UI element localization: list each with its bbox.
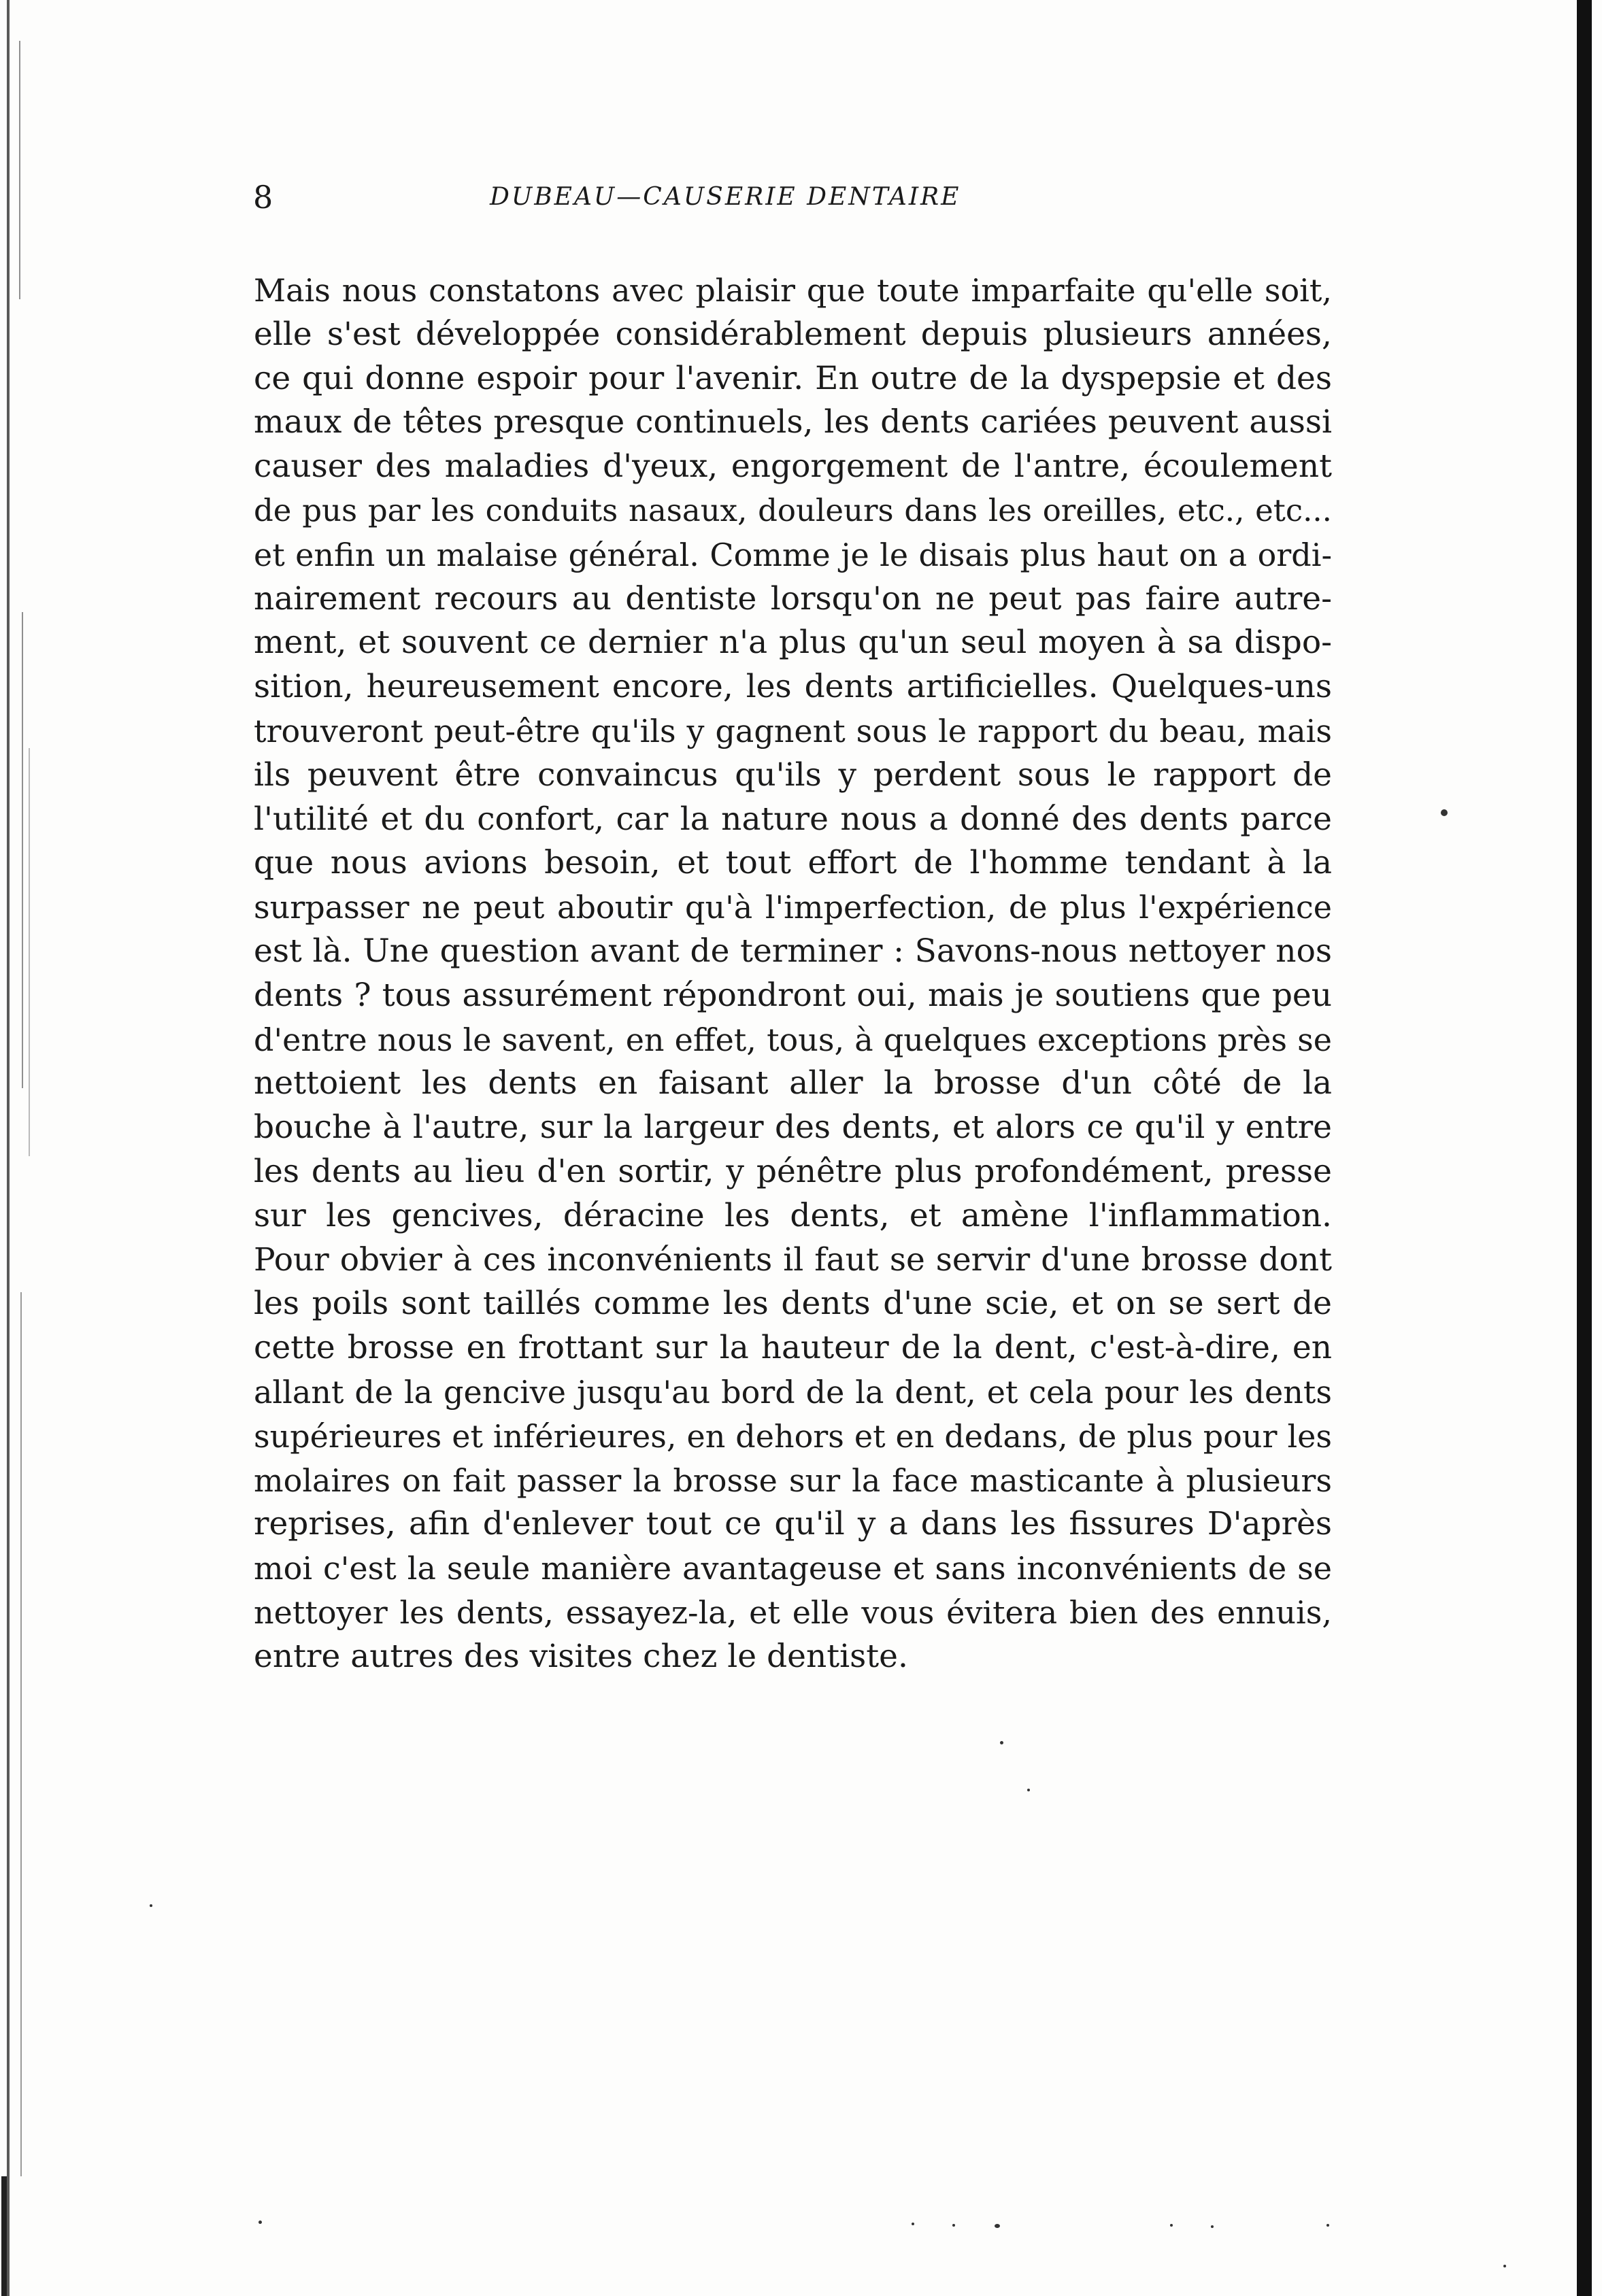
scan-speck: [258, 2221, 262, 2224]
scanner-edge-band: [1577, 0, 1592, 2296]
text-line: Mais nous constatons avec plaisir que toute imparfaite qu'elle soit,: [254, 272, 1332, 309]
scan-speck: [952, 2224, 955, 2227]
text-line: nettoyer les dents, essayez-la, et elle vous évitera bien des ennuis,: [254, 1593, 1332, 1631]
edge-line: [1, 2176, 7, 2296]
text-line: les dents au lieu d'en sortir, y pénêtre plus profondément, presse: [254, 1152, 1332, 1190]
scan-speck: [1441, 809, 1448, 816]
scan-speck: [995, 2224, 1000, 2228]
text-line: nettoient les dents en faisant aller la brosse d'un côté de la: [254, 1064, 1332, 1102]
text-line: maux de têtes presque continuels, les dents cariées peuvent aussi: [254, 403, 1332, 441]
text-line: Pour obvier à ces inconvénients il faut se servir d'une brosse dont: [254, 1240, 1332, 1279]
text-line: entre autres des visites chez le dentiste.: [254, 1637, 908, 1675]
text-line: de pus par les conduits nasaux, douleurs dans les oreilles, etc., etc...: [254, 492, 1332, 528]
body-paragraph: [254, 269, 1332, 1679]
scan-speck: [1211, 2225, 1214, 2228]
scan-speck: [1027, 1789, 1030, 1791]
text-line: ce qui donne espoir pour l'avenir. En outre de la dyspepsie et des: [254, 359, 1332, 397]
text-line: dents ? tous assurément répondront oui, mais je soutiens que peu: [254, 976, 1332, 1014]
text-line: sur les gencives, déracine les dents, et amène l'inflammation.: [254, 1196, 1332, 1234]
scan-speck: [1326, 2224, 1329, 2227]
text-line: d'entre nous le savent, en effet, tous, à quelques exceptions près se: [254, 1021, 1332, 1058]
text-line: molaires on fait passer la brosse sur la face masticante à plusieurs: [254, 1462, 1332, 1499]
page-number: 8: [253, 179, 273, 216]
text-line: reprises, afin d'enlever tout ce qu'il y a dans les fissures D'après: [254, 1505, 1332, 1543]
text-line: et enfin un malaise général. Comme je le disais plus haut on a ordi-: [254, 536, 1332, 573]
text-line: trouveront peut-être qu'ils y gagnent sous le rapport du beau, mais: [254, 712, 1332, 749]
binding-edge-artifacts: [0, 0, 37, 2296]
edge-line: [20, 1292, 22, 2176]
text-line: elle s'est développée considérablement depuis plusieurs années,: [254, 315, 1332, 353]
text-line: est là. Une question avant de terminer : Savons-nous nettoyer nos: [254, 932, 1332, 970]
text-line: ment, et souvent ce dernier n'a plus qu'un seul moyen à sa dispo-: [254, 624, 1332, 662]
text-line: sition, heureusement encore, les dents artificielles. Quelques-uns: [254, 668, 1332, 706]
text-line: que nous avions besoin, et tout effort de l'homme tendant à la: [254, 844, 1332, 882]
text-line: ils peuvent être convaincus qu'ils y perdent sous le rapport de: [254, 756, 1332, 794]
text-line: moi c'est la seule manière avantageuse et sans inconvénients de se: [254, 1550, 1332, 1587]
text-line: bouche à l'autre, sur la largeur des dents, et alors ce qu'il y entre: [254, 1109, 1332, 1147]
text-line: nairement recours au dentiste lorsqu'on ne peut pas faire autre-: [254, 579, 1332, 618]
scan-speck: [912, 2223, 914, 2225]
edge-line: [29, 748, 30, 1156]
scan-speck: [1000, 1741, 1003, 1744]
text-line: supérieures et inférieures, en dehors et en dedans, de plus pour les: [254, 1417, 1332, 1455]
scan-speck: [1503, 2265, 1506, 2267]
text-line: causer des maladies d'yeux, engorgement de l'antre, écoulement: [254, 448, 1332, 486]
text-line: l'utilité et du confort, car la nature nous a donné des dents parce: [254, 800, 1332, 838]
text-line: les poils sont taillés comme les dents d'une scie, et on se sert de: [254, 1285, 1332, 1323]
edge-line: [22, 612, 23, 1088]
text-line: cette brosse en frottant sur la hauteur de la dent, c'est-à-dire, en: [254, 1329, 1332, 1367]
edge-line: [7, 0, 10, 2296]
text-line: surpasser ne peut aboutir qu'à l'imperfection, de plus l'expérience: [254, 889, 1332, 926]
text-line: allant de la gencive jusqu'au bord de la dent, et cela pour les dents: [254, 1373, 1332, 1411]
scan-speck: [150, 1904, 152, 1907]
scan-speck: [1170, 2224, 1173, 2227]
running-head: [0, 170, 1602, 224]
running-title: DUBEAU—CAUSERIE DENTAIRE: [490, 183, 961, 211]
